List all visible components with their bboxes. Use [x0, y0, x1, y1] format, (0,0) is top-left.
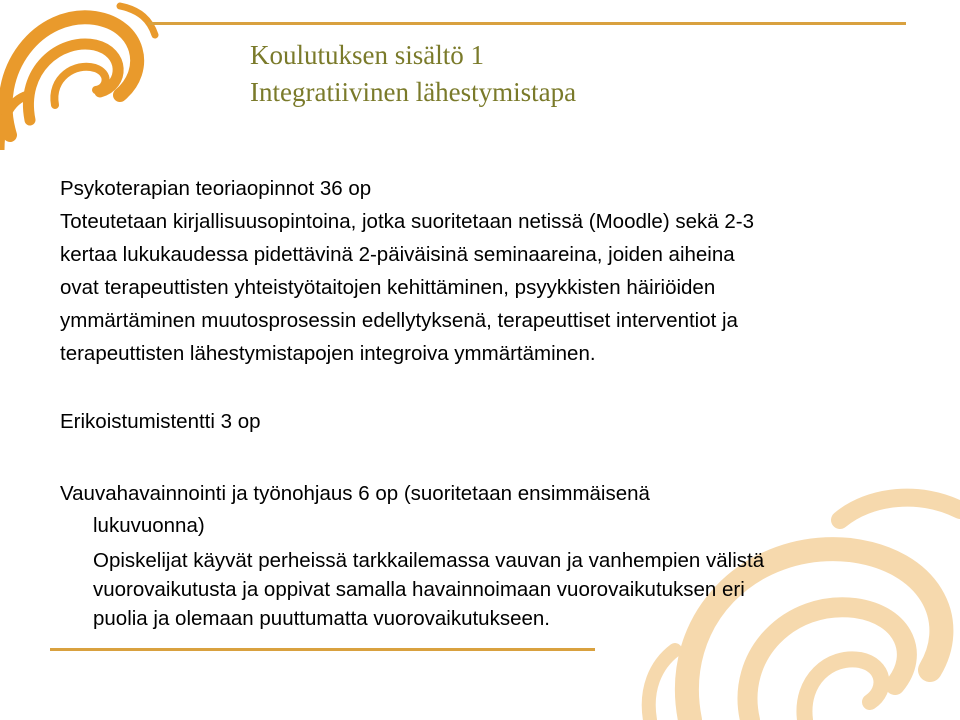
paragraph-observation-detail-line-1: Opiskelijat käyvät perheissä tarkkailemassa vauvan ja vanhempien välistä: [93, 549, 765, 572]
slide-title: [250, 37, 576, 111]
paragraph-observation-detail-line-3: puolia ja olemaan puuttumatta vuorovaikutukseen.: [93, 607, 550, 630]
paragraph-implementation-line-5: terapeuttisten lähestymistapojen integroiva ymmärtäminen.: [60, 342, 596, 365]
paragraph-implementation-line-1: Toteutetaan kirjallisuusopintoina, jotka suoritetaan netissä (Moodle) sekä 2-3: [60, 210, 754, 233]
paragraph-infant-observation-line-1: Vauvahavainnointi ja työnohjaus 6 op (suoritetaan ensimmäisenä: [60, 482, 650, 505]
paragraph-implementation-line-2: kertaa lukukaudessa pidettävinä 2-päiväisinä seminaareina, joiden aiheina: [60, 243, 735, 266]
paragraph-observation-detail-line-2: vuorovaikutusta ja oppivat samalla havainnoimaan vuorovaikutuksen eri: [93, 578, 745, 601]
swirl-logo-icon: [0, 0, 170, 150]
paragraph-infant-observation-line-2: lukuvuonna): [93, 514, 205, 537]
paragraph-theory-studies: Psykoterapian teoriaopinnot 36 op: [60, 177, 372, 200]
paragraph-implementation-line-4: ymmärtäminen muutosprosessin edellytyksenä, terapeuttiset interventiot ja: [60, 309, 738, 332]
top-divider: [148, 22, 906, 25]
paragraph-implementation-line-3: ovat terapeuttisten yhteistyötaitojen kehittäminen, psyykkisten häiriöiden: [60, 276, 716, 299]
slide-title-line-2: Integratiivinen lähestymistapa: [250, 77, 577, 107]
paragraph-specialization-exam: Erikoistumistentti 3 op: [60, 410, 261, 433]
bottom-divider: [50, 648, 595, 651]
slide-title-line-1: Koulutuksen sisältö 1: [250, 40, 484, 70]
